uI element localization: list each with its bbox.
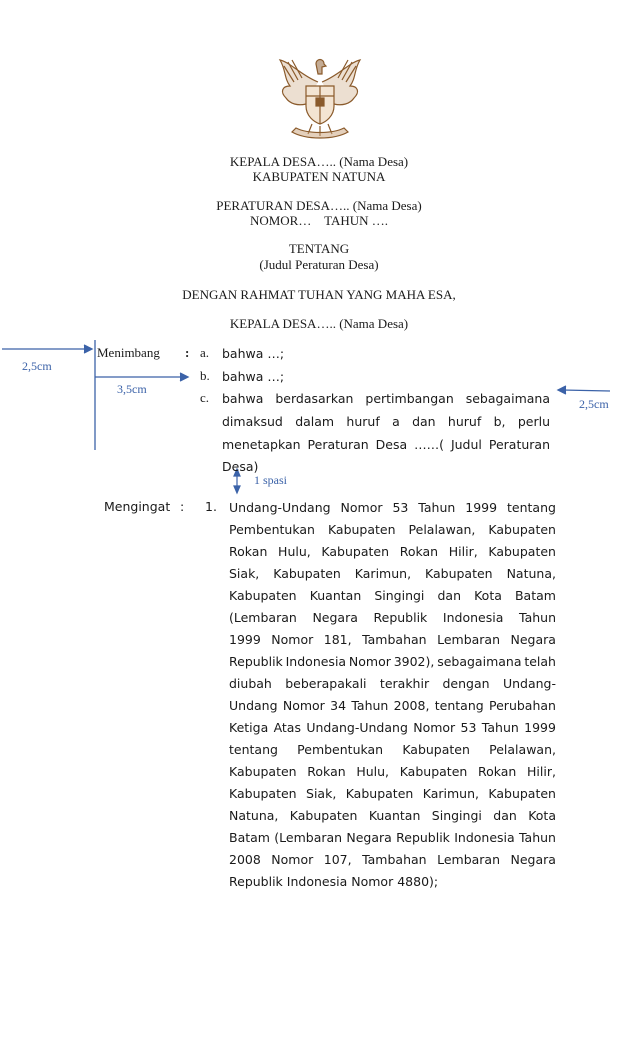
word: Indonesia bbox=[286, 874, 348, 889]
word: Kabupaten bbox=[488, 522, 556, 537]
word: tentang bbox=[434, 698, 484, 713]
word: Kabupaten bbox=[229, 764, 297, 779]
word: (Lembaran bbox=[229, 610, 297, 625]
word: Tahun bbox=[481, 720, 519, 735]
word: Hilir, bbox=[448, 544, 478, 559]
annotation-right-margin: 2,5cm bbox=[579, 397, 609, 411]
word: Perubahan bbox=[489, 698, 556, 713]
menimbang-marker-b: b. bbox=[200, 368, 210, 383]
word: tentang bbox=[507, 500, 556, 515]
mengingat-line bbox=[229, 851, 556, 869]
word: 1999 bbox=[229, 632, 261, 647]
word: Lembaran bbox=[437, 852, 501, 867]
word: Negara bbox=[510, 852, 556, 867]
mengingat-line bbox=[229, 675, 556, 693]
mengingat-colon: : bbox=[180, 499, 185, 514]
word: Kabupaten bbox=[399, 764, 468, 779]
word: telah bbox=[524, 654, 556, 669]
header-line-5: TENTANG bbox=[288, 241, 350, 256]
mengingat-line bbox=[229, 631, 556, 649]
mengingat-line bbox=[229, 697, 556, 715]
word: Kota bbox=[528, 808, 556, 823]
word: Batam bbox=[514, 588, 556, 603]
header-line-2: KABUPATEN NATUNA bbox=[252, 169, 386, 184]
word: Pelalawan, bbox=[408, 522, 476, 537]
header-line-1: KEPALA DESA….. (Nama Desa) bbox=[229, 154, 409, 169]
word: Indonesia bbox=[454, 830, 515, 845]
word: Natuna, bbox=[506, 566, 556, 581]
word: Tambahan bbox=[362, 852, 427, 867]
word: tentang bbox=[229, 742, 278, 757]
word: Kabupaten bbox=[229, 786, 297, 801]
word: Kuantan bbox=[309, 588, 362, 603]
word: Negara bbox=[510, 632, 556, 647]
word: sebagaimana bbox=[437, 654, 522, 669]
word: 34 bbox=[330, 698, 347, 713]
mengingat-line bbox=[229, 873, 556, 891]
mengingat-line bbox=[229, 543, 556, 561]
word: Rokan bbox=[307, 764, 346, 779]
word: Batam bbox=[229, 830, 270, 845]
menimbang-label: Menimbang bbox=[97, 345, 160, 360]
word: dan bbox=[493, 808, 517, 823]
word: Kabupaten bbox=[402, 742, 470, 757]
word: Rokan bbox=[477, 764, 517, 779]
word: 53 bbox=[460, 720, 477, 735]
word: Tahun bbox=[418, 500, 456, 515]
word: (Lembaran bbox=[274, 830, 343, 845]
mengingat-line bbox=[229, 609, 556, 627]
word: 1999 bbox=[465, 500, 498, 515]
mengingat-label: Mengingat bbox=[104, 499, 171, 514]
word: Nomor bbox=[271, 632, 314, 647]
word: Kota bbox=[474, 588, 502, 603]
word: Nomor bbox=[271, 852, 314, 867]
word: Kabupaten bbox=[229, 588, 297, 603]
word: Tahun bbox=[518, 830, 556, 845]
mengingat-line bbox=[229, 499, 556, 517]
word: Singingi bbox=[374, 588, 425, 603]
word: Natuna, bbox=[229, 808, 279, 823]
word: 1999 bbox=[524, 720, 556, 735]
word: Nomor bbox=[351, 874, 394, 889]
header-line-7: DENGAN RAHMAT TUHAN YANG MAHA ESA, bbox=[182, 287, 456, 302]
menimbang-item-b: bahwa …; bbox=[222, 369, 285, 384]
word: Kabupaten bbox=[321, 544, 390, 559]
word: Republik bbox=[396, 830, 450, 845]
annotation-indent: 3,5cm bbox=[117, 382, 147, 396]
word: Karimun, bbox=[422, 786, 479, 801]
annotation-left-margin: 2,5cm bbox=[22, 359, 52, 373]
word: Kabupaten bbox=[289, 808, 358, 823]
mengingat-marker: 1. bbox=[205, 499, 217, 514]
word: Negara bbox=[346, 830, 392, 845]
word: Kuantan bbox=[368, 808, 421, 823]
mengingat-line bbox=[229, 741, 556, 759]
word: Karimun, bbox=[354, 566, 412, 581]
word: diubah bbox=[229, 676, 272, 691]
word: Tahun bbox=[519, 610, 556, 625]
mengingat-line bbox=[229, 653, 556, 671]
word: Kabupaten bbox=[327, 522, 396, 537]
word: Nomor bbox=[413, 720, 456, 735]
header-line-4: NOMOR… TAHUN …. bbox=[249, 213, 389, 228]
word: dan bbox=[437, 588, 462, 603]
mengingat-line bbox=[229, 829, 556, 847]
word: Pembentukan bbox=[297, 742, 384, 757]
word: Singingi bbox=[431, 808, 482, 823]
word: Undang- bbox=[502, 676, 556, 691]
word: Kabupaten bbox=[488, 786, 556, 801]
word: Tambahan bbox=[362, 632, 427, 647]
garuda-emblem-icon bbox=[272, 52, 368, 142]
word: Undang-Undang bbox=[229, 500, 331, 515]
menimbang-item-c-line: Desa) bbox=[222, 459, 259, 474]
word: Nomor bbox=[340, 500, 383, 515]
menimbang-marker-a: a. bbox=[200, 345, 210, 360]
word: Kabupaten bbox=[273, 566, 341, 581]
word: Kabupaten bbox=[425, 566, 493, 581]
mengingat-line bbox=[229, 807, 556, 825]
word: Kabupaten bbox=[488, 544, 556, 559]
word: Undang bbox=[229, 698, 278, 713]
annotation-spacing: 1 spasi bbox=[254, 473, 287, 487]
word: 107, bbox=[323, 852, 352, 867]
word: 181, bbox=[323, 632, 352, 647]
menimbang-marker-c: c. bbox=[200, 390, 210, 405]
word: terakhir bbox=[379, 676, 430, 691]
mengingat-line bbox=[229, 587, 556, 605]
word: 3902), bbox=[393, 654, 435, 669]
mengingat-line bbox=[229, 521, 556, 539]
word: 2008, bbox=[393, 698, 430, 713]
word: dengan bbox=[442, 676, 490, 691]
word: Siak, bbox=[229, 566, 260, 581]
word: Rokan bbox=[399, 544, 439, 559]
word: 4880); bbox=[397, 874, 439, 889]
menimbang-item-a: bahwa …; bbox=[222, 346, 285, 361]
word: Nomor bbox=[282, 698, 325, 713]
header-line-3: PERATURAN DESA….. (Nama Desa) bbox=[216, 198, 422, 213]
word: Indonesia bbox=[442, 610, 504, 625]
word: Pembentukan bbox=[229, 522, 315, 537]
word: Republik bbox=[229, 654, 283, 669]
word: 2008 bbox=[229, 852, 261, 867]
word: Kabupaten bbox=[345, 786, 414, 801]
mengingat-line bbox=[229, 785, 556, 803]
menimbang-colon: : bbox=[185, 345, 190, 360]
header-line-6: (Judul Peraturan Desa) bbox=[259, 257, 379, 272]
word: Undang-Undang bbox=[306, 720, 408, 735]
word: Rokan bbox=[229, 544, 268, 559]
mengingat-line bbox=[229, 763, 556, 781]
word: Atas bbox=[273, 720, 301, 735]
menimbang-item-c-line: menetapkan Peraturan Desa ……( Judul Peraturan bbox=[222, 437, 550, 452]
word: Nomor bbox=[348, 654, 391, 669]
header-line-8: KEPALA DESA….. (Nama Desa) bbox=[229, 316, 409, 331]
word: Siak, bbox=[306, 786, 337, 801]
word: Tahun bbox=[351, 698, 389, 713]
word: 53 bbox=[392, 500, 409, 515]
word: Pelalawan, bbox=[489, 742, 556, 757]
word: Negara bbox=[312, 610, 358, 625]
menimbang-item-c-line: bahwa berdasarkan pertimbangan sebagaimana bbox=[222, 391, 550, 406]
word: Hulu, bbox=[278, 544, 311, 559]
word: beberapakali bbox=[285, 676, 367, 691]
mengingat-line bbox=[229, 719, 556, 737]
menimbang-item-c-line: dimaksud dalam huruf a dan huruf b, perlu bbox=[222, 414, 550, 429]
mengingat-line bbox=[229, 565, 556, 583]
word: Hulu, bbox=[356, 764, 390, 779]
word: Hilir, bbox=[527, 764, 556, 779]
word: Lembaran bbox=[437, 632, 501, 647]
word: Ketiga bbox=[229, 720, 269, 735]
word: Republik bbox=[373, 610, 428, 625]
word: Republik bbox=[229, 874, 283, 889]
word: Indonesia bbox=[285, 654, 347, 669]
